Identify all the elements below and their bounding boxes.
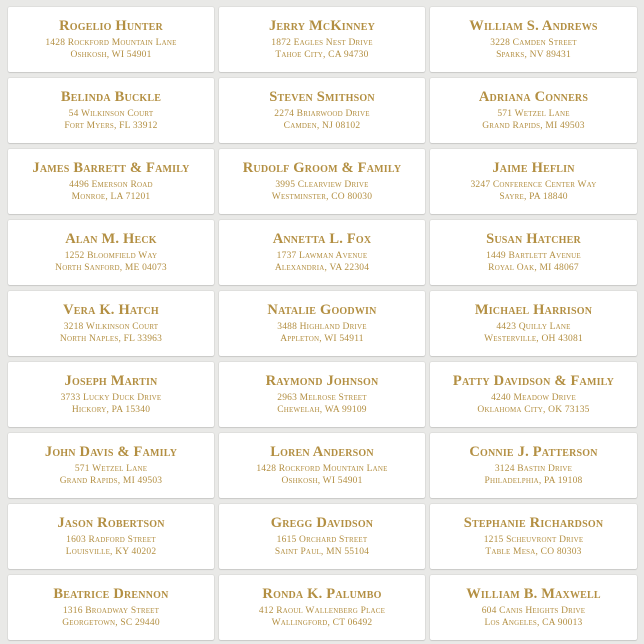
recipient-name: Alan M. Heck [65, 230, 157, 247]
street-address: 54 Wilkinson Court [68, 108, 154, 119]
street-address: 571 Wetzel Lane [74, 463, 148, 474]
city-state-zip: Wallingford, CT 06492 [271, 618, 373, 628]
street-address: 3124 Bastin Drive [494, 463, 573, 474]
address-label [8, 504, 214, 569]
recipient-name: Loren Anderson [270, 443, 374, 460]
city-state-zip: Monroe, LA 71201 [71, 192, 151, 202]
recipient-name: Beatrice Drennon [53, 585, 169, 602]
street-address: 1215 Scheuvront Drive [483, 534, 584, 545]
city-state-zip: Saint Paul, MN 55104 [274, 547, 370, 557]
address-label [8, 149, 214, 214]
recipient-name: Jaime Heflin [492, 159, 575, 176]
street-address: 1428 Rockford Mountain Lane [45, 37, 177, 48]
recipient-name: Steven Smithson [269, 88, 375, 105]
address-label [430, 149, 637, 214]
street-address: 3218 Wilkinson Court [63, 321, 159, 332]
street-address: 1615 Orchard Street [276, 534, 368, 545]
city-state-zip: Philadelphia, PA 19108 [484, 476, 583, 486]
street-address: 604 Canis Heights Drive [481, 605, 586, 616]
address-label [219, 433, 425, 498]
recipient-name: Gregg Davidson [270, 514, 374, 531]
street-address: 4496 Emerson Road [69, 179, 153, 190]
address-label [8, 7, 214, 72]
address-label [219, 220, 425, 285]
address-label [8, 220, 214, 285]
recipient-name: Belinda Buckle [60, 88, 162, 105]
city-state-zip: Alexandria, VA 22304 [274, 263, 370, 273]
city-state-zip: Sparks, NV 89431 [496, 50, 571, 60]
recipient-name: Rogelio Hunter [59, 17, 163, 34]
street-address: 1603 Radford Street [66, 534, 156, 545]
recipient-name: Ronda K. Palumbo [262, 585, 382, 602]
city-state-zip: Grand Rapids, MI 49503 [59, 476, 163, 486]
recipient-name: Vera K. Hatch [63, 301, 159, 318]
address-label [8, 575, 214, 640]
recipient-name: James Barrett & Family [32, 159, 190, 176]
recipient-name: Connie J. Patterson [469, 443, 598, 460]
address-label [430, 504, 637, 569]
city-state-zip: Fort Myers, FL 33912 [64, 121, 158, 131]
city-state-zip: Louisville, KY 40202 [65, 547, 157, 557]
recipient-name: Adriana Conners [478, 88, 589, 105]
street-address: 2963 Melrose Street [277, 392, 367, 403]
address-label [8, 291, 214, 356]
recipient-name: Natalie Goodwin [267, 301, 377, 318]
recipient-name: William B. Maxwell [466, 585, 601, 602]
street-address: 4240 Meadow Drive [491, 392, 576, 403]
city-state-zip: Oshkosh, WI 54901 [70, 50, 152, 60]
recipient-name: Jason Robertson [57, 514, 165, 531]
address-label [430, 220, 637, 285]
city-state-zip: Oshkosh, WI 54901 [281, 476, 363, 486]
address-label [8, 433, 214, 498]
street-address: 1316 Broadway Street [62, 605, 160, 616]
address-label [219, 362, 425, 427]
city-state-zip: Appleton, WI 54911 [280, 334, 364, 344]
street-address: 3228 Camden Street [490, 37, 577, 48]
address-label [219, 504, 425, 569]
recipient-name: Annetta L. Fox [272, 230, 372, 247]
address-label [430, 433, 637, 498]
street-address: 1737 Lawman Avenue [276, 250, 368, 261]
recipient-name: John Davis & Family [44, 443, 178, 460]
street-address: 1449 Bartlett Avenue [486, 250, 581, 261]
recipient-name: Susan Hatcher [486, 230, 581, 247]
address-label [219, 575, 425, 640]
address-label [430, 291, 637, 356]
recipient-name: Stephanie Richardson [463, 514, 604, 531]
recipient-name: Michael Harrison [474, 301, 593, 318]
address-label [219, 78, 425, 143]
city-state-zip: North Sanford, ME 04073 [55, 263, 167, 273]
street-address: 4423 Quilly Lane [496, 321, 571, 332]
recipient-name: Joseph Martin [64, 372, 158, 389]
city-state-zip: North Naples, FL 33963 [59, 334, 163, 344]
city-state-zip: Los Angeles, CA 90013 [484, 618, 583, 628]
street-address: 571 Wetzel Lane [497, 108, 570, 119]
address-label [219, 291, 425, 356]
label-grid [8, 7, 637, 640]
city-state-zip: Westminster, CO 80030 [271, 192, 373, 202]
street-address: 1252 Bloomfield Way [64, 250, 158, 261]
city-state-zip: Tahoe City, CA 94730 [275, 50, 369, 60]
street-address: 3733 Lucky Duck Drive [60, 392, 162, 403]
address-label [8, 362, 214, 427]
city-state-zip: Hickory, PA 15340 [71, 405, 151, 415]
street-address: 3995 Clearview Drive [275, 179, 369, 190]
street-address: 2274 Briarwood Drive [274, 108, 370, 119]
address-label [430, 78, 637, 143]
recipient-name: Jerry McKinney [268, 17, 376, 34]
city-state-zip: Oklahoma City, OK 73135 [477, 405, 590, 415]
recipient-name: Raymond Johnson [265, 372, 379, 389]
street-address: 412 Raoul Wallenberg Place [258, 605, 386, 616]
street-address: 3488 Highland Drive [277, 321, 367, 332]
city-state-zip: Sayre, PA 18840 [499, 192, 568, 202]
address-label [430, 575, 637, 640]
city-state-zip: Georgetown, SC 29440 [62, 618, 160, 628]
city-state-zip: Westerville, OH 43081 [484, 334, 583, 344]
city-state-zip: Chewelah, WA 99109 [277, 405, 367, 415]
city-state-zip: Grand Rapids, MI 49503 [482, 121, 585, 131]
address-label [430, 7, 637, 72]
recipient-name: Rudolf Groom & Family [242, 159, 402, 176]
street-address: 3247 Conference Center Way [470, 179, 597, 190]
city-state-zip: Camden, NJ 08102 [283, 121, 361, 131]
street-address: 1872 Eagles Nest Drive [271, 37, 373, 48]
recipient-name: William S. Andrews [469, 17, 598, 34]
address-label [430, 362, 637, 427]
street-address: 1428 Rockford Mountain Lane [256, 463, 388, 474]
city-state-zip: Royal Oak, MI 48067 [488, 263, 579, 273]
city-state-zip: Table Mesa, CO 80303 [485, 547, 582, 557]
address-label [8, 78, 214, 143]
address-label [219, 149, 425, 214]
recipient-name: Patty Davidson & Family [452, 372, 615, 389]
address-label [219, 7, 425, 72]
